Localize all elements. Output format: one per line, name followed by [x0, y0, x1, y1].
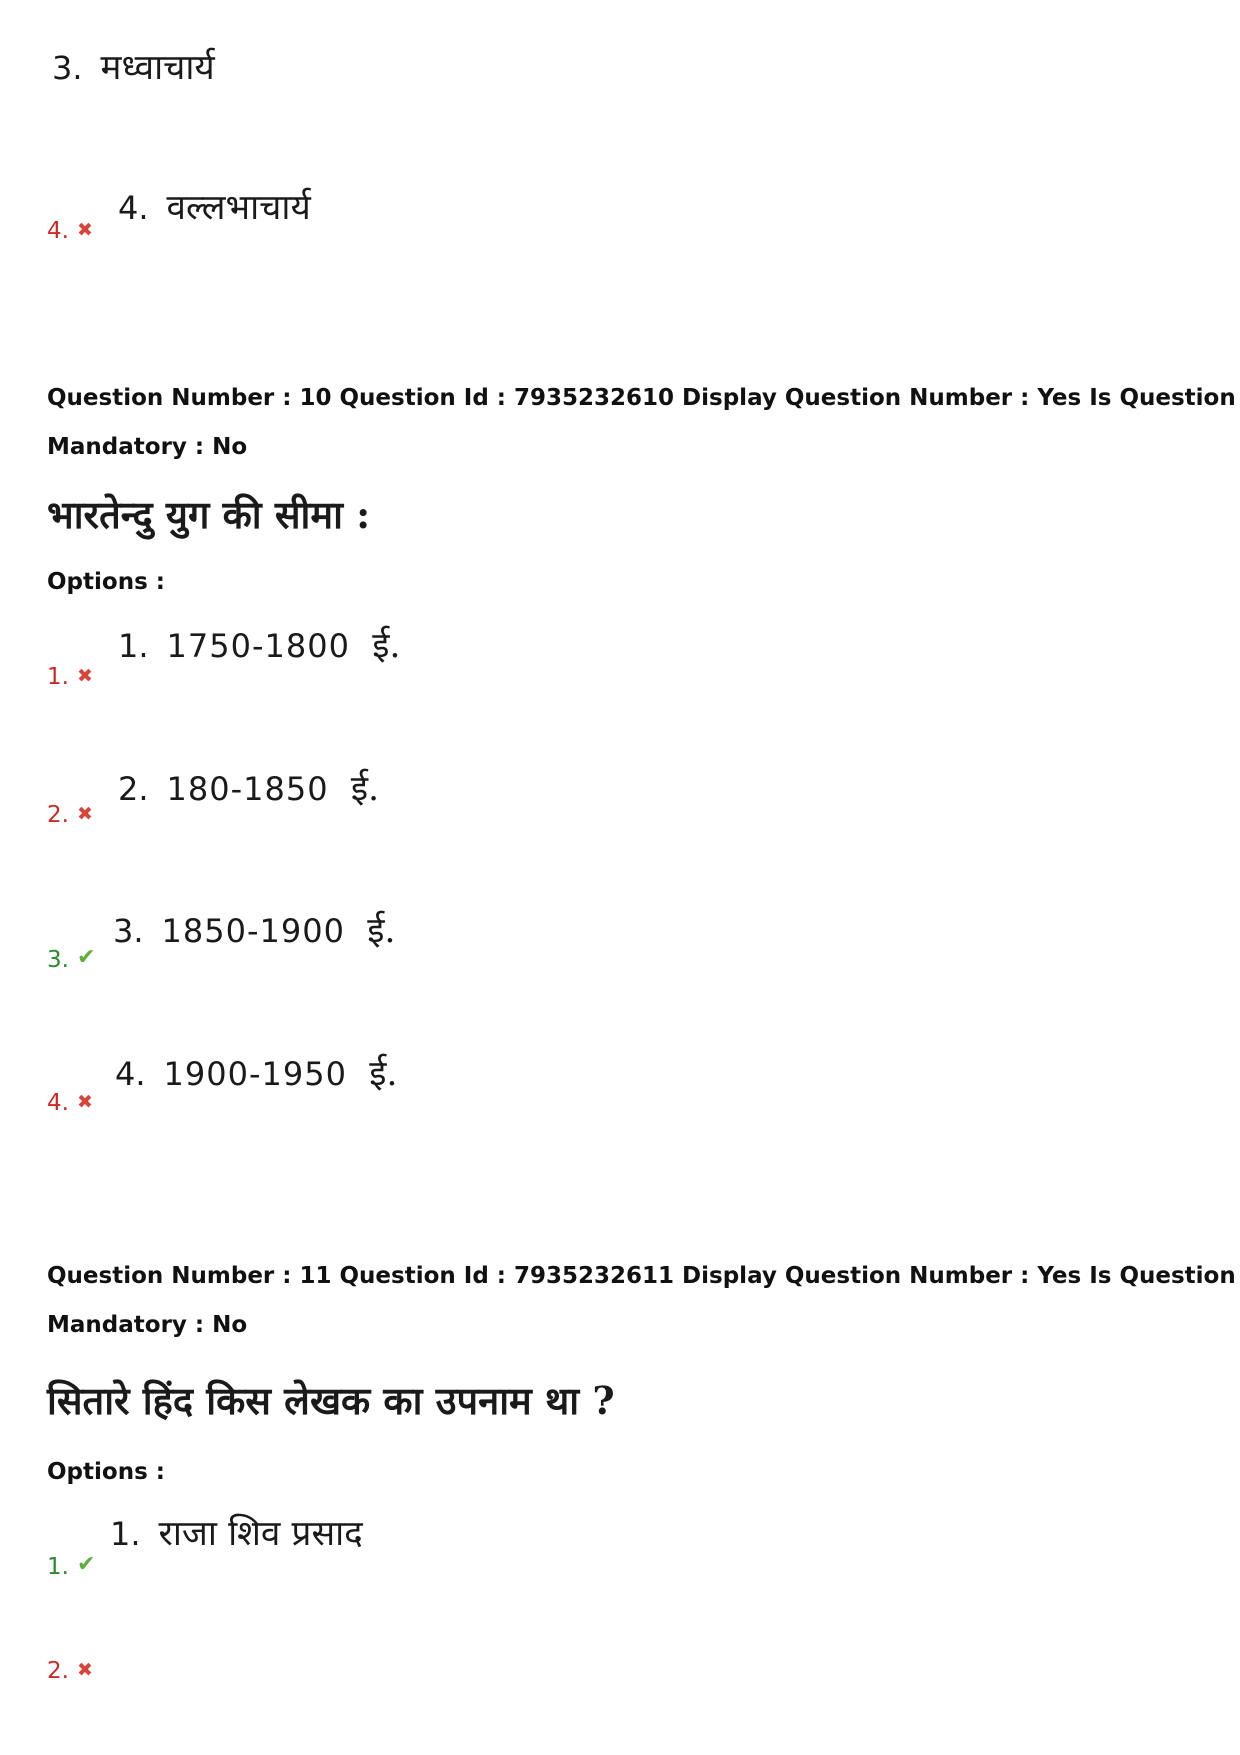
option-marker-label: 4.: [47, 1090, 69, 1116]
option-marker-label: 1.: [47, 664, 69, 690]
option-value: 1750-1800: [166, 627, 350, 665]
option-number: 2.: [118, 770, 149, 808]
option-number: 1.: [118, 627, 149, 665]
option-3-continued: [52, 46, 215, 90]
option-marker: [47, 216, 93, 245]
option-item: [115, 1052, 398, 1096]
option-marker-label: 3.: [47, 947, 69, 973]
option-item: [113, 909, 396, 953]
option-value: 1850-1900: [161, 912, 345, 950]
option-number: 3.: [113, 912, 144, 950]
question-header-line1: Question Number : 11 Question Id : 7935232611 Display Question Number : Yes Is Question: [47, 1263, 1236, 1289]
option-marker-label: 4.: [47, 218, 69, 244]
option-marker-label: 2.: [47, 802, 69, 828]
option-marker: [47, 1551, 95, 1581]
option-suffix: ई.: [367, 911, 396, 951]
option-item: [110, 1512, 363, 1556]
question-text: भारतेन्दु युग की सीमा :: [47, 492, 371, 537]
option-marker: [47, 1656, 93, 1685]
option-text: वल्लभाचार्य: [166, 188, 311, 228]
question-header-line1: Question Number : 10 Question Id : 7935232610 Display Question Number : Yes Is Question: [47, 385, 1236, 411]
option-number: 3.: [52, 49, 83, 87]
option-text: राजा शिव प्रसाद: [158, 1514, 363, 1554]
option-number: 1.: [110, 1515, 141, 1553]
cross-icon: ✖: [76, 1091, 93, 1113]
question-header-line2: Mandatory : No: [47, 1312, 248, 1338]
cross-icon: ✖: [76, 219, 93, 241]
option-text: मध्वाचार्य: [100, 48, 215, 88]
option-number: 4.: [118, 189, 149, 227]
option-marker: [47, 800, 93, 829]
cross-icon: ✖: [76, 1659, 93, 1681]
option-item: [118, 767, 379, 811]
check-icon: ✔: [76, 1552, 96, 1577]
cross-icon: ✖: [76, 665, 93, 687]
option-marker: [47, 1088, 93, 1117]
option-value: 180-1850: [166, 770, 329, 808]
options-label: Options :: [47, 1459, 165, 1485]
option-marker: [47, 944, 95, 974]
question-text: सितारे हिंद किस लेखक का उपनाम था ?: [47, 1378, 615, 1423]
option-marker: [47, 662, 93, 691]
option-4-continued: [118, 186, 311, 230]
option-value: 1900-1950: [163, 1055, 347, 1093]
options-label: Options :: [47, 569, 165, 595]
option-marker-label: 1.: [47, 1554, 69, 1580]
option-item: [118, 624, 401, 668]
option-suffix: ई.: [372, 626, 401, 666]
option-marker-label: 2.: [47, 1658, 69, 1684]
cross-icon: ✖: [76, 803, 93, 825]
check-icon: ✔: [76, 945, 96, 970]
option-number: 4.: [115, 1055, 146, 1093]
option-suffix: ई.: [369, 1054, 398, 1094]
option-suffix: ई.: [350, 769, 380, 809]
question-header-line2: Mandatory : No: [47, 434, 248, 460]
